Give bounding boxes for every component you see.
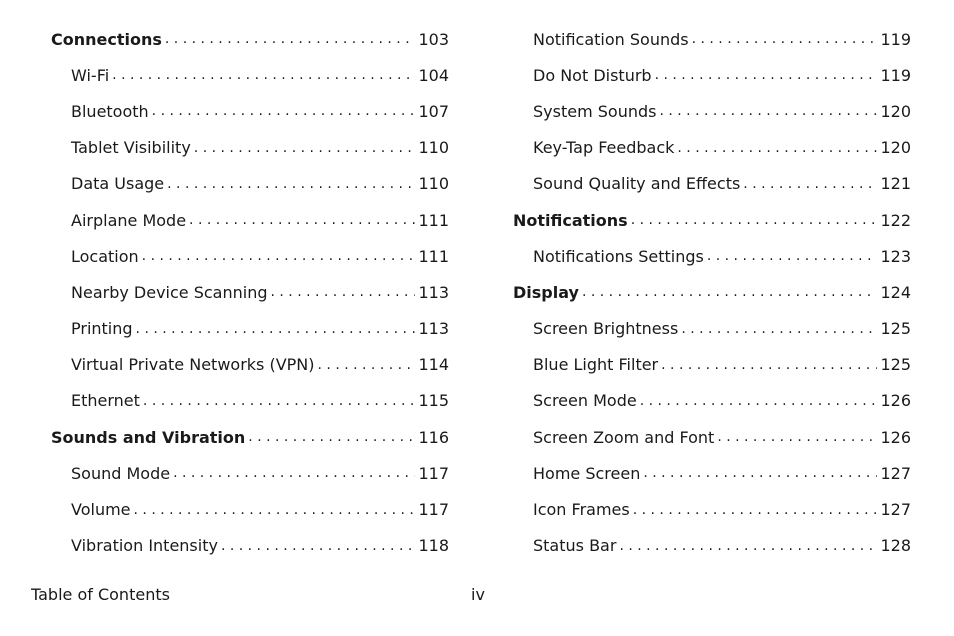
toc-entry-page: 120 (880, 138, 911, 158)
dot-leader (633, 502, 878, 518)
toc-entry[interactable] (51, 455, 449, 491)
toc-entry-page: 113 (418, 319, 449, 339)
toc-entry-label: Key-Tap Feedback (533, 138, 675, 158)
toc-entry-label: Nearby Device Scanning (71, 282, 268, 302)
toc-entry-page: 110 (418, 138, 449, 158)
toc-entry-label: Home Screen (533, 463, 641, 483)
toc-entry[interactable] (51, 491, 449, 527)
toc-entry[interactable] (513, 311, 911, 347)
toc-entry-label: Connections (51, 29, 162, 49)
toc-entry-label: Virtual Private Networks (VPN) (71, 355, 315, 375)
dot-leader (112, 67, 415, 83)
toc-entry[interactable] (513, 347, 911, 383)
toc-entry[interactable] (51, 130, 449, 166)
toc-entry-page: 119 (880, 29, 911, 49)
toc-entry-page: 114 (418, 355, 449, 375)
toc-entry[interactable] (513, 528, 911, 564)
dot-leader (221, 538, 416, 554)
toc-entry[interactable] (51, 347, 449, 383)
toc-entry[interactable] (513, 166, 911, 202)
toc-entry-page: 115 (418, 391, 449, 411)
toc-entry[interactable] (513, 21, 911, 57)
toc-entry[interactable] (513, 57, 911, 93)
toc-entry[interactable] (51, 383, 449, 419)
toc-entry-label: Location (71, 246, 139, 266)
toc-entry-page: 117 (418, 500, 449, 520)
dot-leader (165, 31, 416, 47)
toc-entry-label: Sound Mode (71, 463, 171, 483)
toc-right-column (513, 21, 911, 564)
footer-page-number: iv (471, 585, 485, 604)
toc-entry[interactable] (51, 311, 449, 347)
toc-left-column (51, 21, 449, 564)
dot-leader (743, 176, 877, 192)
toc-entry[interactable] (513, 419, 911, 455)
dot-leader (707, 248, 878, 264)
toc-entry-page: 127 (880, 500, 911, 520)
toc-entry[interactable] (51, 238, 449, 274)
dot-leader (681, 321, 877, 337)
toc-entry-page: 117 (418, 463, 449, 483)
dot-leader (142, 248, 416, 264)
toc-entry[interactable] (51, 57, 449, 93)
toc-entry-label: Bluetooth (71, 101, 149, 121)
toc-entry-label: Wi-Fi (71, 65, 110, 85)
toc-entry[interactable] (513, 238, 911, 274)
dot-leader (582, 284, 877, 300)
toc-entry-page: 123 (880, 246, 911, 266)
dot-leader (194, 140, 416, 156)
toc-entry-label: Icon Frames (533, 500, 630, 520)
dot-leader (271, 284, 416, 300)
toc-entry-label: Ethernet (71, 391, 140, 411)
dot-leader (661, 357, 877, 373)
toc-entry-page: 121 (880, 174, 911, 194)
toc-entry-page: 128 (880, 536, 911, 556)
toc-entry-page: 113 (418, 282, 449, 302)
toc-entry[interactable] (513, 383, 911, 419)
dot-leader (152, 103, 416, 119)
toc-entry-page: 104 (418, 65, 449, 85)
dot-leader (167, 176, 415, 192)
toc-entry-page: 111 (418, 246, 449, 266)
toc-entry-label: Data Usage (71, 174, 165, 194)
toc-entry-page: 110 (418, 174, 449, 194)
toc-entry-label: Sound Quality and Effects (533, 174, 741, 194)
toc-entry[interactable] (51, 419, 449, 455)
dot-leader (655, 67, 878, 83)
toc-entry-label: Screen Brightness (533, 319, 679, 339)
toc-entry-label: Notification Sounds (533, 29, 689, 49)
dot-leader (631, 212, 878, 228)
toc-entry-page: 122 (880, 210, 911, 230)
dot-leader (134, 502, 416, 518)
toc-entry-label: System Sounds (533, 101, 657, 121)
toc-entry-page: 120 (880, 101, 911, 121)
toc-entry-page: 126 (880, 391, 911, 411)
toc-entry[interactable] (51, 274, 449, 310)
dot-leader (173, 465, 415, 481)
toc-entry-page: 116 (418, 427, 449, 447)
toc-entry[interactable] (513, 455, 911, 491)
toc-entry[interactable] (513, 274, 911, 310)
toc-entry[interactable] (513, 491, 911, 527)
dot-leader (643, 465, 877, 481)
dot-leader (143, 393, 416, 409)
toc-entry-page: 111 (418, 210, 449, 230)
toc-entry[interactable] (513, 93, 911, 129)
toc-entry-page: 125 (880, 319, 911, 339)
dot-leader (659, 103, 877, 119)
dot-leader (717, 429, 877, 445)
toc-entry-label: Notifications (513, 210, 628, 230)
toc-entry-page: 124 (880, 282, 911, 302)
toc-entry-page: 107 (418, 101, 449, 121)
toc-entry-page: 127 (880, 463, 911, 483)
toc-entry-page: 118 (418, 536, 449, 556)
toc-entry-label: Do Not Disturb (533, 65, 652, 85)
toc-entry-label: Status Bar (533, 536, 617, 556)
dot-leader (692, 31, 878, 47)
toc-entry-label: Volume (71, 500, 131, 520)
dot-leader (318, 357, 416, 373)
toc-entry-label: Screen Mode (533, 391, 637, 411)
toc-entry-label: Tablet Visibility (71, 138, 191, 158)
footer-title: Table of Contents (31, 585, 170, 604)
toc-entry[interactable] (513, 130, 911, 166)
dot-leader (136, 321, 416, 337)
toc-entry-label: Sounds and Vibration (51, 427, 246, 447)
toc-entry-label: Printing (71, 319, 133, 339)
toc-entry[interactable] (51, 21, 449, 57)
toc-entry-page: 125 (880, 355, 911, 375)
toc-entry-label: Screen Zoom and Font (533, 427, 715, 447)
toc-entry-label: Vibration Intensity (71, 536, 218, 556)
toc-entry[interactable] (513, 202, 911, 238)
toc-entry-page: 126 (880, 427, 911, 447)
dot-leader (248, 429, 415, 445)
dot-leader (640, 393, 878, 409)
dot-leader (619, 538, 877, 554)
toc-entry-label: Display (513, 282, 579, 302)
toc-entry-page: 103 (418, 29, 449, 49)
dot-leader (189, 212, 415, 228)
toc-entry-label: Notifications Settings (533, 246, 704, 266)
toc-entry[interactable] (51, 528, 449, 564)
toc-entry[interactable] (51, 93, 449, 129)
toc-entry-page: 119 (880, 65, 911, 85)
toc-entry-label: Airplane Mode (71, 210, 187, 230)
toc-entry[interactable] (51, 202, 449, 238)
toc-entry[interactable] (51, 166, 449, 202)
toc-entry-label: Blue Light Filter (533, 355, 659, 375)
dot-leader (677, 140, 877, 156)
